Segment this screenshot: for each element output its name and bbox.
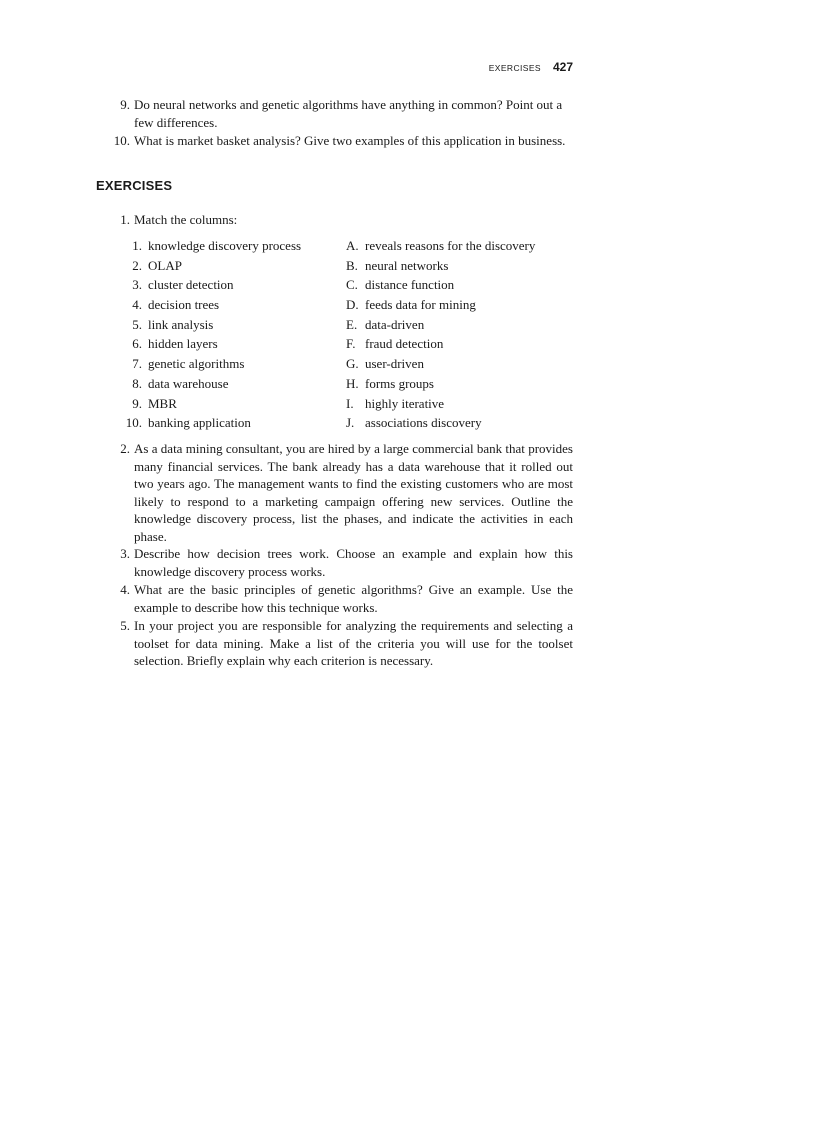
- exercise-3: [110, 545, 573, 580]
- right-item-letter: A.: [346, 238, 359, 253]
- right-item-letter: B.: [346, 257, 358, 273]
- exercise-number: 4.: [120, 582, 130, 597]
- match-row: [114, 295, 574, 315]
- left-item: link analysis: [148, 316, 214, 332]
- exercise-text: What are the basic principles of genetic algorithms? Give an example. Use the example to describe how this technique works.: [134, 582, 573, 615]
- left-item-number: 7.: [132, 356, 142, 372]
- right-item-letter: I.: [346, 395, 354, 411]
- right-item-letter: D.: [346, 297, 359, 313]
- left-item: OLAP: [148, 257, 182, 273]
- left-item: hidden layers: [148, 336, 218, 352]
- match-columns-table: [114, 236, 574, 433]
- right-item-letter: J.: [346, 415, 355, 431]
- right-item: forms groups: [365, 375, 434, 391]
- match-row: [114, 275, 574, 295]
- exercise-number: 5.: [120, 618, 130, 633]
- match-row: [114, 413, 574, 433]
- exercise-text: Describe how decision trees work. Choose an example and explain how this knowledge discovery process works.: [134, 546, 573, 579]
- question-number: 10.: [113, 133, 130, 148]
- exercise-number: 3.: [120, 546, 130, 561]
- review-question-9: [110, 96, 573, 131]
- exercise-1: [110, 211, 573, 229]
- right-item: neural networks: [365, 257, 449, 273]
- section-title: EXERCISES: [96, 178, 173, 193]
- match-row: [114, 256, 574, 276]
- left-item: cluster detection: [148, 277, 234, 293]
- exercise-text: In your project you are responsible for analyzing the requirements and selecting a toolset for data mining. Make a list of the criteria you will use for the toolset selection. Briefly explain why each criterion is necessary.: [134, 618, 573, 669]
- exercise-2: [110, 440, 573, 546]
- left-item: knowledge discovery process: [148, 238, 302, 253]
- right-item-letter: E.: [346, 316, 358, 332]
- page-number: 427: [552, 60, 573, 74]
- right-item-letter: G.: [346, 356, 359, 372]
- left-item-number: 1.: [132, 238, 142, 253]
- match-row: [114, 236, 574, 256]
- left-item-number: 9.: [132, 395, 142, 411]
- exercise-text: As a data mining consultant, you are hired by a large commercial bank that provides many financial services. The bank already has a data warehouse that it rolled out two years ago. The management wants to find the existing customers who are most likely to respond to a marketing campaign offering new services. Outline the knowledge discovery process, list the phases, and indicate the activities in each phase.: [134, 441, 573, 544]
- match-row: [114, 334, 574, 354]
- left-item: decision trees: [148, 297, 220, 313]
- left-item: genetic algorithms: [148, 356, 245, 372]
- right-item: user-driven: [365, 356, 424, 372]
- right-item: feeds data for mining: [365, 297, 476, 313]
- exercise-text: Match the columns:: [134, 212, 238, 227]
- review-question-10: [110, 132, 580, 150]
- left-item-number: 6.: [132, 336, 142, 352]
- question-text: What is market basket analysis? Give two examples of this application in business.: [134, 133, 566, 148]
- exercise-4: [110, 581, 573, 616]
- left-item-number: 3.: [132, 277, 142, 293]
- right-item-letter: F.: [346, 336, 356, 352]
- left-item: data warehouse: [148, 375, 229, 391]
- left-item-number: 2.: [132, 257, 142, 273]
- exercise-5: [110, 617, 573, 670]
- right-item: reveals reasons for the discovery: [365, 238, 536, 253]
- right-item-letter: H.: [346, 375, 359, 391]
- exercise-number: 1.: [120, 212, 130, 227]
- match-row: [114, 394, 574, 414]
- match-row: [114, 315, 574, 335]
- right-item: fraud detection: [365, 336, 444, 352]
- right-item: highly iterative: [365, 395, 445, 411]
- match-row: [114, 354, 574, 374]
- right-item: data-driven: [365, 316, 425, 332]
- left-item: MBR: [148, 395, 177, 411]
- exercise-number: 2.: [120, 441, 130, 456]
- left-item: banking application: [148, 415, 251, 431]
- page-header: [96, 60, 573, 74]
- match-row: [114, 374, 574, 394]
- right-item: distance function: [365, 277, 455, 293]
- left-item-number: 4.: [132, 297, 142, 313]
- left-item-number: 5.: [132, 316, 142, 332]
- left-item-number: 8.: [132, 375, 142, 391]
- right-item-letter: C.: [346, 277, 358, 293]
- question-text: Do neural networks and genetic algorithms have anything in common? Point out a few differences.: [134, 97, 563, 130]
- running-head: EXERCISES: [488, 63, 541, 73]
- question-number: 9.: [120, 97, 130, 112]
- right-item: associations discovery: [365, 415, 482, 431]
- left-item-number: 10.: [125, 415, 142, 431]
